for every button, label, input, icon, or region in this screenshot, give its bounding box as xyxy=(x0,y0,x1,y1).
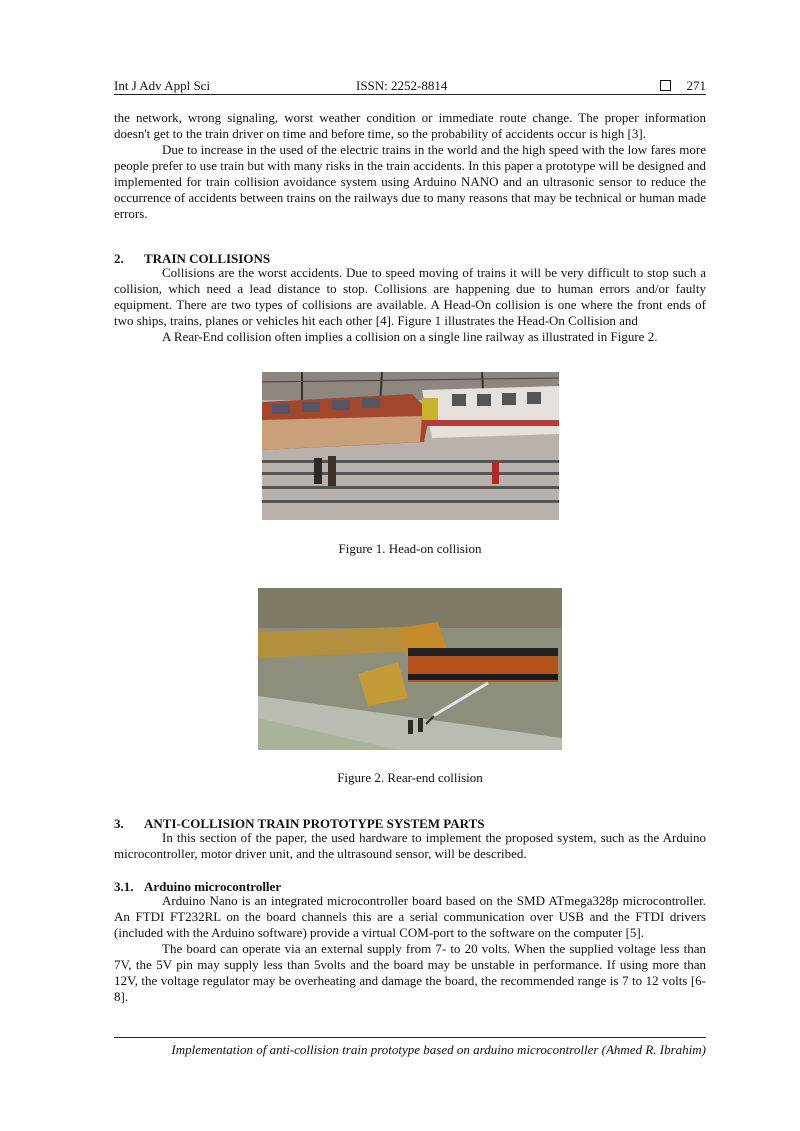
figure-1-image xyxy=(262,372,559,520)
section-3-paragraph-1: In this section of the paper, the used hardware to implement the proposed system, such as the Arduino microcontroller, motor driver unit, and the ultrasound sensor, will be described. xyxy=(114,830,706,861)
running-header xyxy=(114,78,706,95)
running-footer: Implementation of anti-collision train prototype based on arduino microcontroller (Ahmed R. Ibrahim) xyxy=(171,1042,706,1057)
journal-name: Int J Adv Appl Sci xyxy=(114,78,211,93)
figure-2-image xyxy=(258,588,562,750)
square-bullet-icon xyxy=(660,80,671,91)
section-3-1-paragraph-1: Arduino Nano is an integrated microcontroller board based on the SMD ATmega328p microcontroller. An FTDI FT232RL on the board channels this are a serial communication over USB and the FTDI drivers (included with the Arduino software) provide a virtual COM-port to the software on the computer [5]. xyxy=(114,893,706,940)
page-number-group xyxy=(660,78,707,94)
section-3-number: 3. xyxy=(114,816,124,831)
section-2-number: 2. xyxy=(114,251,124,266)
head-on-collision-photo xyxy=(262,372,559,520)
section-3-1-paragraph-2: The board can operate via an external supply from 7- to 20 volts. When the supplied voltage less than 7V, the 5V pin may supply less than 5volts and the board may be unstable in performance. If using more than 12V, the voltage regulator may be overheating and damage the board, the recommended range is 7 to 12 volts [6-8]. xyxy=(114,941,706,1004)
section-3-1-text xyxy=(114,893,706,1005)
rear-end-collision-photo xyxy=(258,588,562,750)
issn: ISSN: 2252-8814 xyxy=(356,78,448,93)
section-3-1-title: Arduino microcontroller xyxy=(144,879,282,894)
section-2-paragraph-2: A Rear-End collision often implies a collision on a single line railway as illustrated in Figure 2. xyxy=(162,329,658,344)
section-3-1-number: 3.1. xyxy=(114,879,134,894)
section-3-text xyxy=(114,830,706,862)
figure-1-caption: Figure 1. Head-on collision xyxy=(338,541,482,556)
figure-2-caption: Figure 2. Rear-end collision xyxy=(337,770,483,785)
intro-text xyxy=(114,110,706,222)
intro-paragraph-1: the network, wrong signaling, worst weather condition or immediate route change. The proper information doesn't get to the train driver on time and before time, so the probability of accidents occur is high [3]. xyxy=(114,110,706,141)
footer-rule xyxy=(114,1037,706,1038)
section-3-title: ANTI-COLLISION TRAIN PROTOTYPE SYSTEM PARTS xyxy=(144,816,485,831)
section-2-paragraph-1: Collisions are the worst accidents. Due to speed moving of trains it will be very difficult to stop such a collision, which need a lead distance to stop. Collisions are happening due to human errors and/or faulty equipment. There are two types of collisions are available. A Head-On collision is one where the front ends of two ships, trains, planes or vehicles hit each other [4]. Figure 1 illustrates the Head-On Collision and xyxy=(114,265,706,328)
section-2-title: TRAIN COLLISIONS xyxy=(144,251,271,266)
page-number: 271 xyxy=(686,78,706,93)
section-2-text xyxy=(114,265,706,345)
intro-paragraph-2: Due to increase in the used of the electric trains in the world and the high speed with the low fares more people prefer to use train but with many risks in the train accidents. In this paper a prototype will be designed and implemented for train collision avoidance system using Arduino NANO and an ultrasonic sensor to reduce the occurrence of accidents between trains on the railways due to many reasons that may be technical or human made errors. xyxy=(114,142,706,221)
